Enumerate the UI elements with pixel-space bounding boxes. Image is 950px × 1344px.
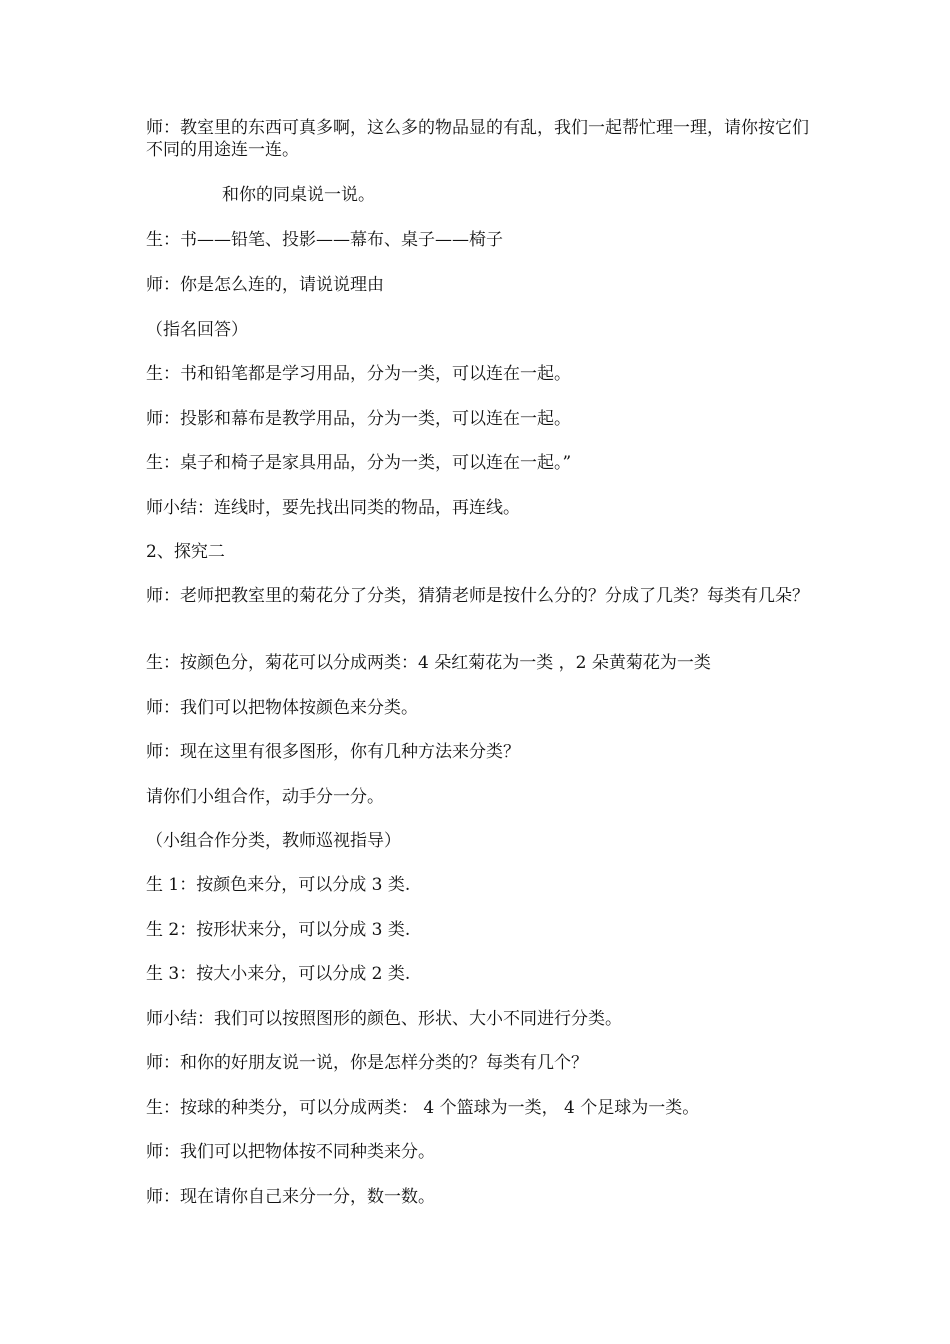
paragraph-teacher-flowers-question: 师：老师把教室里的菊花分了分类，猜猜老师是按什么分的？分成了几类？每类有几朵？ — [146, 586, 809, 606]
paragraph-teacher-shapes-question: 师：现在这里有很多图形，你有几种方法来分类？ — [146, 742, 520, 762]
paragraph-student-3-answer: 生 3：按大小来分，可以分成 2 类. — [146, 964, 411, 984]
paragraph-teacher-sort-by-color: 师：我们可以把物体按颜色来分类。 — [146, 698, 418, 718]
section-heading-exploration-two: 2、探究二 — [146, 542, 225, 562]
paragraph-group-work-instruction: 请你们小组合作，动手分一分。 — [146, 787, 384, 807]
paragraph-student-furniture: 生：桌子和椅子是家具用品，分为一类，可以连在一起。” — [146, 453, 572, 473]
paragraph-call-on-student: （指名回答） — [146, 320, 248, 340]
paragraph-teacher-talk-with-friend: 师：和你的好朋友说一说，你是怎样分类的？每类有几个？ — [146, 1053, 588, 1073]
paragraph-teacher-summary-matching: 师小结：连线时，要先找出同类的物品，再连线。 — [146, 498, 520, 518]
paragraph-student-flowers-by-color: 生：按颜色分，菊花可以分成两类：4 朵红菊花为一类 ，2 朵黄菊花为一类 — [146, 653, 711, 673]
paragraph-student-balls-by-type: 生：按球的种类分，可以分成两类： 4 个篮球为一类， 4 个足球为一类。 — [146, 1098, 700, 1118]
paragraph-teacher-sort-by-type: 师：我们可以把物体按不同种类来分。 — [146, 1142, 435, 1162]
paragraph-student-2-answer: 生 2：按形状来分，可以分成 3 类. — [146, 920, 411, 940]
paragraph-group-work-note: （小组合作分类，教师巡视指导） — [146, 831, 401, 851]
paragraph-teacher-summary-shapes: 师小结：我们可以按照图形的颜色、形状、大小不同进行分类。 — [146, 1009, 622, 1029]
paragraph-teacher-ask-reason: 师：你是怎么连的，请说说理由 — [146, 275, 384, 295]
paragraph-student-study-supplies: 生：书和铅笔都是学习用品，分为一类，可以连在一起。 — [146, 364, 571, 384]
paragraph-teacher-self-practice: 师：现在请你自己来分一分，数一数。 — [146, 1187, 435, 1207]
paragraph-student-matching: 生：书——铅笔、投影——幕布、桌子——椅子 — [146, 230, 503, 250]
paragraph-talk-with-deskmate: 和你的同桌说一说。 — [222, 185, 375, 205]
paragraph-teacher-teaching-supplies: 师：投影和幕布是教学用品，分为一类，可以连在一起。 — [146, 409, 571, 429]
paragraph-teacher-classroom-items: 师：教室里的东西可真多啊，这么多的物品显的有乱，我们一起帮忙理一理，请你按它们不同的用途连一连。 — [146, 118, 809, 160]
paragraph-student-1-answer: 生 1：按颜色来分，可以分成 3 类. — [146, 875, 411, 895]
